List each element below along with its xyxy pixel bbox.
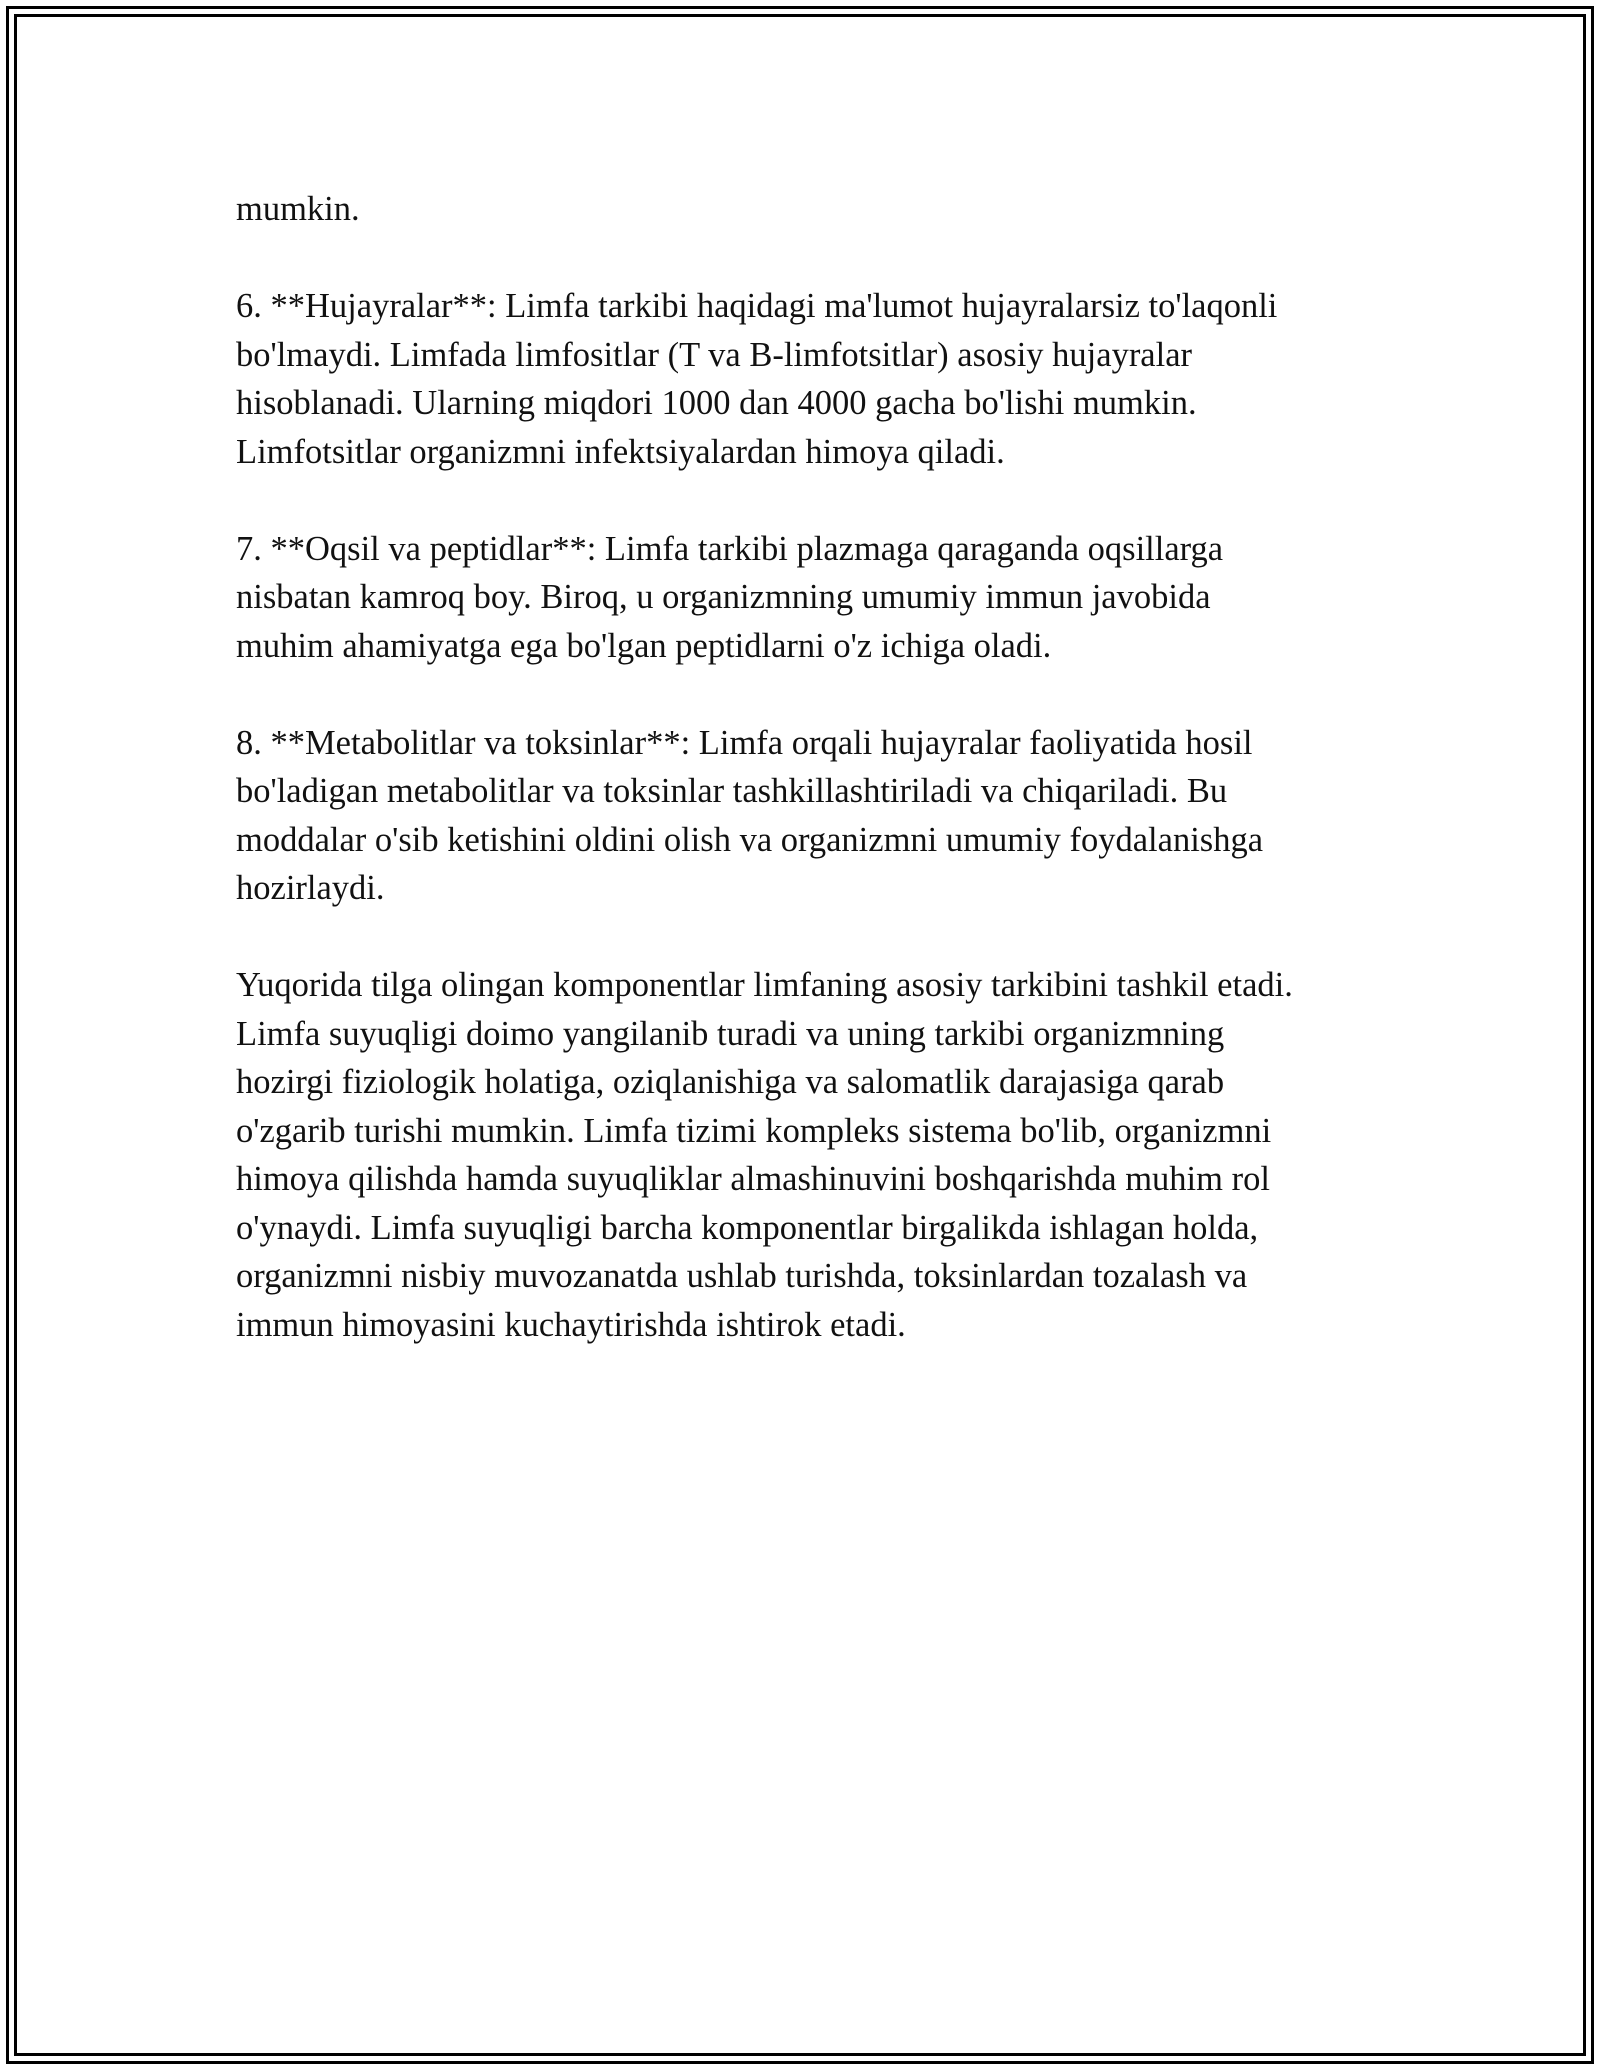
paragraph-conclusion: Yuqorida tilga olingan komponentlar limfaning asosiy tarkibini tashkil etadi. Limfa suyuqligi doimo yangilanib turadi va uning tarkibi organizmning hozirgi fiziologik holatiga, oziqlanishiga va salomatlik darajasiga qarab o'zgarib turishi mumkin. Limfa tizimi kompleks sistema bo'lib, organizmni himoya qilishda hamda suyuqliklar almashinuvini boshqarishda muhim rol o'ynaydi. Limfa suyuqligi barcha komponentlar birgalikda ishlagan holda, organizmni nisbiy muvozanatda ushlab turishda, toksinlardan tozalash va immun himoyasini kuchaytirishda ishtirok etadi. [236,966,1293,1344]
paragraph-item-8-metabolitlar: 8. **Metabolitlar va toksinlar**: Limfa orqali hujayralar faoliyatida hosil bo'ladigan metabolitlar va toksinlar tashkillashtiriladi va chiqariladi. Bu moddalar o'sib ketishini oldini olish va organizmni umumiy foydalanishga hozirlaydi. [236,723,1264,907]
paragraph-item-6-hujayralar: 6. **Hujayralar**: Limfa tarkibi haqidagi ma'lumot hujayralarsiz to'laqonli bo'lmaydi. Limfada limfositlar (T va B-limfotsitlar) asosiy hujayralar hisoblanadi. Ularning miqdori 1000 dan 4000 gacha bo'lishi mumkin. Limfotsitlar organizmni infektsiyalardan himoya qiladi. [236,287,1278,471]
paragraph-item-7-oqsil: 7. **Oqsil va peptidlar**: Limfa tarkibi plazmaga qaraganda oqsillarga nisbatan kamroq boy. Biroq, u organizmning umumiy immun javobida muhim ahamiyatga ega bo'lgan peptidlarni o'z ichiga oladi. [236,529,1224,665]
document-body [236,185,1396,1398]
paragraph-continuation: mumkin. [236,190,360,228]
